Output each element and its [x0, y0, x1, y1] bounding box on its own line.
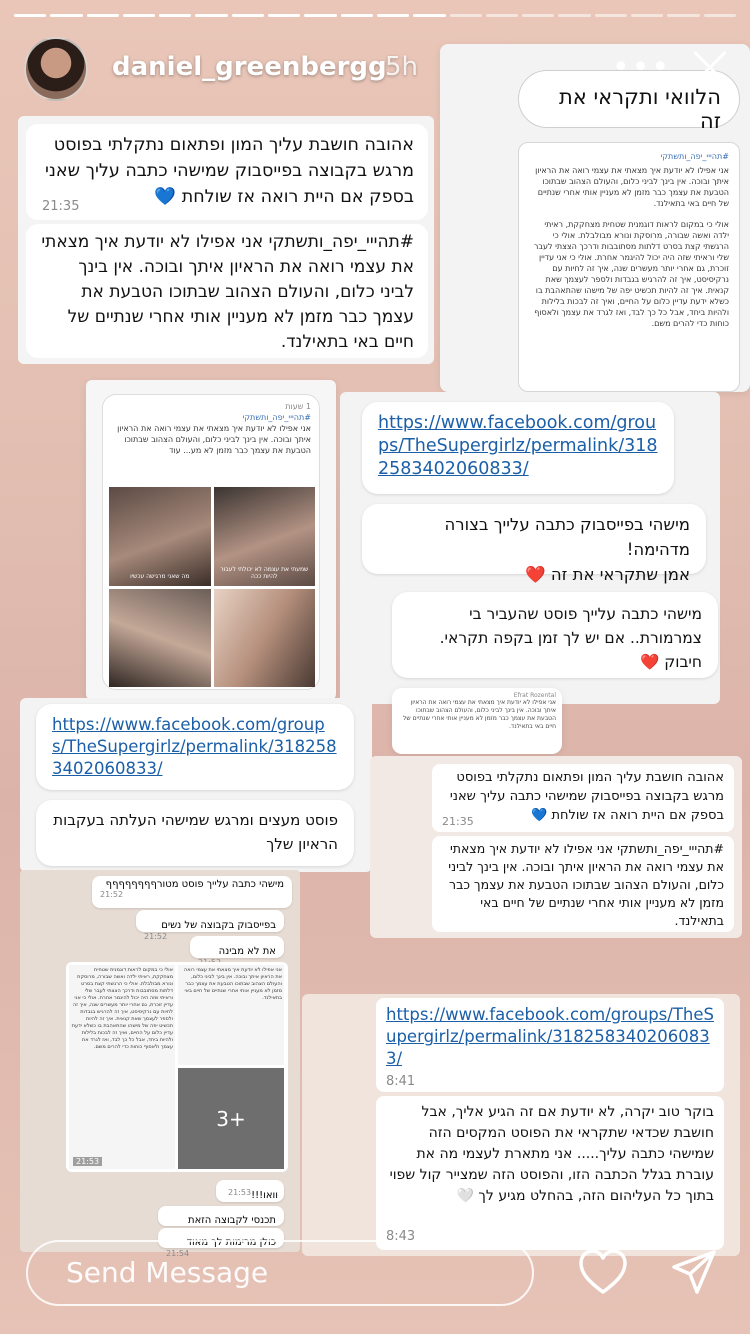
wa-chat-screenshot [20, 870, 300, 1258]
username[interactable]: daniel_greenbergg [112, 52, 387, 82]
progress-segment [232, 14, 264, 17]
progress-segment [631, 14, 663, 17]
progress-segment [450, 14, 482, 17]
message-text: אהובה חושבת עליך המון ופתאום נתקלתי בפוסט מרגש בקבוצה בפייסבוק שמישהי כתבה עליך שאני בספק אם היית רואה אז שולחת 💙 [45, 135, 414, 207]
right-bubbles-panel [340, 392, 720, 704]
photo-caption: שמעתי את עצמה לא יכולתי לעבור להיות ככה [220, 565, 309, 580]
chat-time: 21:52 [144, 932, 168, 941]
chat-time: 21:52 [100, 890, 124, 899]
message-text: #תהייי_יפה_ותשתקי אני אפילו לא יודעת איך מצאתי את עצמי רואה את הראיון איתך ובוכה. אין בינך לביני כלום, והעולם הצהוב שבתוכו הטבעת את עצמך כבר מזמן לא מעניין אותי אחרי שנתיים של חיים באי בתאילנד. [41, 232, 414, 352]
post-screenshot-inner [518, 142, 740, 392]
image-time: 21:53 [73, 1157, 102, 1166]
shared-post-preview[interactable] [392, 688, 562, 754]
left-bubbles-panel [20, 698, 372, 872]
progress-segment [14, 14, 46, 17]
chat-time: 21:54 [166, 1249, 190, 1258]
blue-heart-icon: 💙 [154, 187, 177, 207]
story-progress [14, 14, 736, 18]
bottom-right-card [302, 994, 740, 1256]
message-time: 21:35 [42, 199, 80, 214]
message-text: #תהייי_יפה_ותשתקי אני אפילו לא יודעת איך מצאתי את עצמי רואה את הראיון איתך ובוכה. אין בינך לביני כלום, והעולם הצהוב שבתוכו הטבעת את עצמך כבר מזמן לא מעניין אותי אחרי שנתיים של חיים באי בתאילנד. [448, 841, 724, 928]
image-thumb-text: אני אפילו לא יודעת איך מצאתי את עצמי רואה את הראיון איתך ובוכה. אין בינך לביני כלום, והעולם הצהוב שבתוכו הטבעת את עצמך כבר מזמן לא מעניין אותי אחרי שנתיים של חיים באי בתאילנד. [183, 967, 282, 1001]
progress-segment [413, 14, 445, 17]
chat-text: תכנסי לקבוצה הזאת [188, 1215, 276, 1226]
message-text: מישהי בפייסבוק כתבה עלייך בצורה מדהימה! אמן שתקראי את זה ❤️ [444, 515, 690, 584]
fb-post-photo-grid[interactable] [109, 487, 315, 687]
message-text: פוסט מעצים ומרגש שמישהי העלתה בעקבות הראיון שלך [53, 811, 338, 853]
facebook-link[interactable]: https://www.facebook.com/groups/TheSupergirlz/permalink/3182583402060833/ [378, 413, 658, 479]
message-text: אהובה חושבת עליך המון ופתאום נתקלתי בפוסט מרגש בקבוצה בפייסבוק שמישהי כתבה עליך שאני בספק אם היית רואה אז שולחת 💙 [449, 770, 724, 823]
message-time: 21:35 [442, 815, 474, 828]
red-heart-icon: ❤️ [525, 565, 546, 584]
messages-top-card [18, 116, 434, 364]
progress-segment [667, 14, 699, 17]
chat-text: וואו!!! [251, 1190, 278, 1201]
progress-segment [195, 14, 227, 17]
photo-thumb[interactable] [214, 487, 316, 586]
progress-segment [377, 14, 409, 17]
more-images-count: 3+ [216, 1106, 246, 1131]
photo-thumb[interactable] [214, 589, 316, 688]
image-message-stack[interactable] [66, 962, 288, 1172]
message-time: 8:43 [386, 1229, 416, 1244]
progress-segment [304, 14, 336, 17]
story-time-ago: 5h [385, 52, 419, 82]
message-time: 8:41 [386, 1074, 416, 1089]
send-icon[interactable] [670, 1248, 718, 1296]
fb-post-inner [102, 394, 320, 690]
close-icon[interactable] [688, 46, 732, 90]
message-bubble [362, 504, 706, 584]
progress-segment [341, 14, 373, 17]
progress-segment [558, 14, 590, 17]
fb-post-text: אני אפילו לא יודעת איך מצאתי את עצמי רואה את הראיון איתך ובוכה. אין בינך לביני כלום, והעולם הצהוב שבתוכו הטבעת את עצמך כבר מזמן לא מע... עוד [117, 424, 311, 455]
chat-text: את לא מבינה [218, 946, 276, 957]
progress-segment [486, 14, 518, 17]
message-bubble [432, 764, 734, 832]
top-note-text: הלוואי ותקראי את זה [558, 85, 721, 133]
photo-caption: מה שאני מרגישה עכשיו [130, 572, 190, 580]
avatar[interactable] [24, 37, 88, 101]
send-message-placeholder: Send Message [66, 1256, 269, 1289]
chat-text: מישהי כתבה עלייך פוסט מטורףףףףףףףף [105, 879, 284, 890]
more-options-icon[interactable]: ••• [612, 50, 672, 85]
progress-segment [87, 14, 119, 17]
image-thumb-text: אולי כי במקום לראות דוגמנית שטחית מצחקקת, ראיתי ילדה ואשה שבורה, מרוסקת ונורא מבולבלת. אולי כי הרגשתי קצת בסרט דלתות מסתובבות ודרכך הצצתי לעבר שלי וראיתי שזה היה יכול להיגמר אחרת. אולי כי אני עדיין זוכרת, גם אחרי יותר מעשרים שנה, איך זה לחיות עם נרקיסיסט, איך זה להרגיש בגבדות ולספר לעצמך שאת קנאית. איך זה להיות תכשיט יפה של מישהו שהתאהבת בו כשלא ידעת עדיין כלום על החיים, ואיך זה לבכות בלילות ולהיות ביחד, אבל כל כך לבד, ואז לגרד את עצמך ולאסוף כוחות כדי להרים משם. [71, 967, 173, 1050]
progress-segment [159, 14, 191, 17]
post-screenshot-panel [440, 44, 750, 392]
chat-bubble [92, 876, 292, 908]
chat-bubble [158, 1206, 284, 1226]
progress-segment [123, 14, 155, 17]
preview-author: Efrat Rozental [513, 692, 556, 699]
post-paragraph-1: אני אפילו לא יודעת איך מצאתי את עצמי רואה את הראיון איתך ובוכה. אין בינך לביני כלום, והעולם הצהוב שבתוכו הטבעת את עצמך כבר מזמן לא מעניין אותי אחרי שנתיים של חיים באי בתאילנד. [535, 166, 729, 208]
post-hashtag[interactable]: #תהייי_יפה_ותשתקי [660, 152, 729, 161]
message-bubble [26, 124, 428, 220]
message-bubble [392, 592, 718, 678]
link-bubble [362, 402, 674, 494]
heart-icon[interactable] [578, 1248, 628, 1296]
image-thumb[interactable] [69, 965, 175, 1169]
progress-segment [50, 14, 82, 17]
message-text: מישהי כתבה עלייך פוסט שהעביר בי צמרמורת.. אם יש לך זמן בקפה תקראי. חיבוק ❤️ [439, 605, 702, 671]
fb-post-hashtag[interactable]: #תהייי_יפה_ותשתקי [242, 413, 311, 422]
message-bubble [376, 1096, 724, 1250]
facebook-link[interactable]: https://www.facebook.com/groups/TheSupergirlz/permalink/3182583402060833/ [386, 1005, 715, 1068]
image-thumb[interactable] [178, 965, 284, 1065]
message-text: בוקר טוב יקרה, לא יודעת אם זה הגיע אליך, אבל חושבת שכדאי שתקראי את הפוסט המקסים הזה שמישהי כתבה עליך..... אני מתארת לעצמי מה את עוברת בגלל הכתבה הזו, והפוסט הזה שמצייר קול שפוי בתוך כל העליהום הזה, בהחלט מגיע לך 🤍 [389, 1104, 714, 1204]
progress-segment [522, 14, 554, 17]
mid-right-card [370, 756, 742, 938]
link-bubble [376, 998, 724, 1092]
chat-text: כולן מרימות לך מאוד [186, 1237, 276, 1248]
photo-thumb[interactable] [109, 487, 211, 586]
chat-text: בפייסבוק בקבוצה של נשים [161, 920, 276, 931]
progress-segment [595, 14, 627, 17]
fb-post-meta: 1 שעות [285, 402, 311, 411]
white-heart-icon: 🤍 [456, 1188, 474, 1204]
progress-segment [268, 14, 300, 17]
chat-time: 21:53 [228, 1188, 252, 1197]
photo-thumb[interactable] [109, 589, 211, 688]
red-heart-icon: ❤️ [639, 653, 660, 671]
message-bubble [26, 224, 428, 358]
message-bubble [432, 836, 734, 932]
fb-post-card [86, 380, 336, 700]
link-bubble [36, 704, 354, 790]
blue-heart-icon: 💙 [531, 808, 548, 823]
post-paragraph-2: אולי כי במקום לראות דוגמנית שטחית מצחקקת, ראיתי ילדה ואשה שבורה, מרוסקת ונורא מבולבלת. אולי כי הרגשתי קצת בסרט דלתות מסתובבות ודרכך הצצתי לעבר שלי וראיתי שזה היה יכול להיגמר אחרת. אולי כי אני עדיין זוכרת, גם אחרי יותר מעשרים שנה, איך זה לחיות עם נרקיסיסט, איך זה להרגיש בגבדות ולספר לעצמך שאת קנאית. איך זה להיות תכשיט יפה של מישהו שהתאהבת בו כשלא ידעת עדיין כלום על החיים, ואיך זה לבכות בלילות ולהיות ביחד, אבל כל כך לבד, ואז לגרד את עצמך ולאסוף כוחות כדי להרים משם. [533, 220, 729, 328]
message-bubble [36, 800, 354, 866]
chat-bubble [190, 936, 284, 958]
facebook-link[interactable]: https://www.facebook.com/groups/TheSupergirlz/permalink/3182583402060833/ [52, 715, 337, 778]
preview-text: אני אפילו לא יודעת איך מצאתי את עצמי רואה את הראיון איתך ובוכה. אין בינך לביני כלום, והעולם הצהוב שבתוכו הטבעת את עצמך כבר מזמן לא מעניין אותי אחרי שנתיים של חיים באי בתאילנד. [403, 699, 556, 730]
progress-segment [704, 14, 736, 17]
more-images-thumb[interactable] [178, 1068, 284, 1169]
chat-bubble [136, 910, 284, 941]
